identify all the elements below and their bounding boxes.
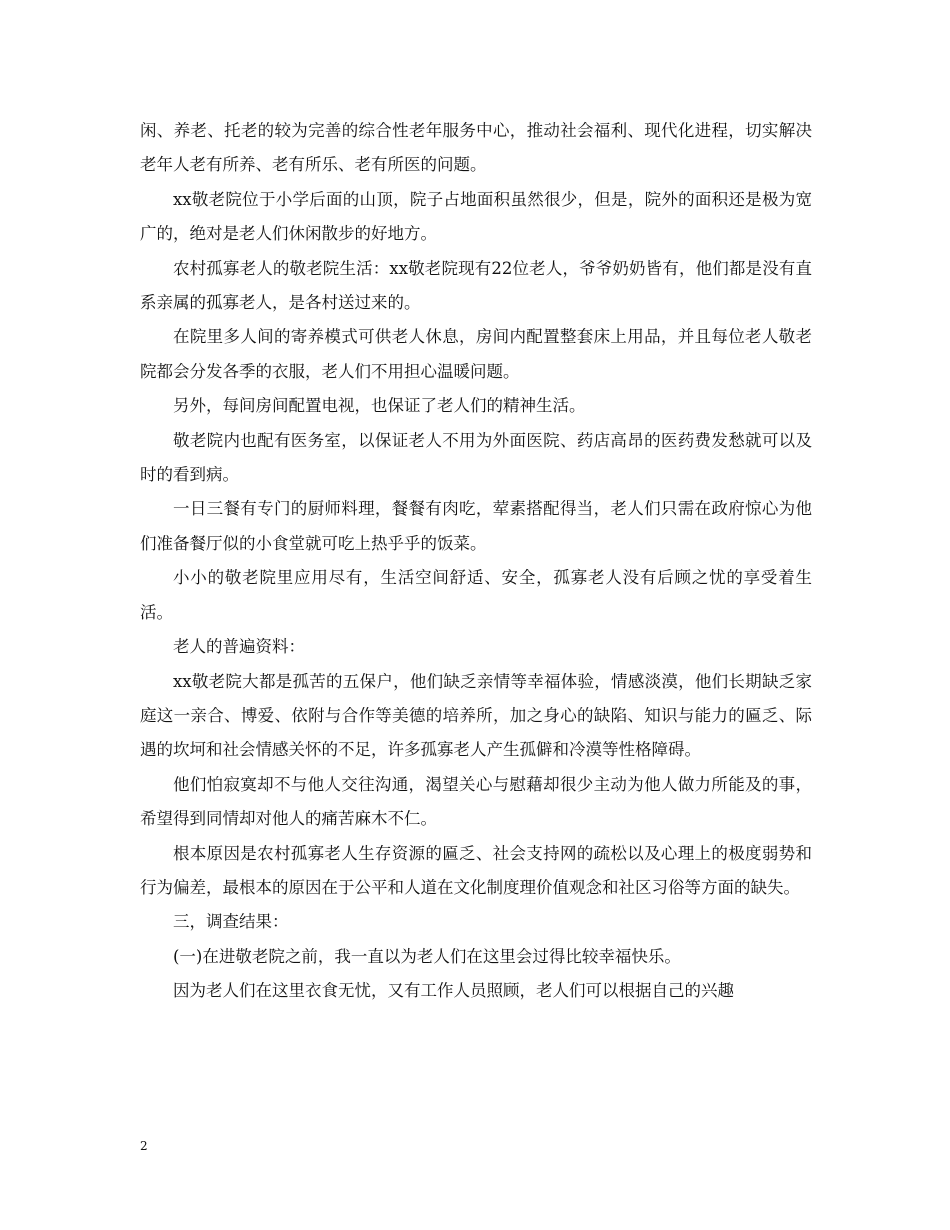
paragraph-residents: 农村孤寡老人的敬老院生活：xx敬老院现有22位老人，爷爷奶奶皆有，他们都是没有直系亲属的孤寡老人，是各村送过来的。: [140, 258, 812, 313]
paragraph-general-info-heading: 老人的普遍资料：: [173, 637, 305, 657]
paragraph-results-heading: 三，调查结果：: [173, 912, 289, 932]
paragraph-loneliness: 他们怕寂寞却不与他人交往沟通，渴望关心与慰藉却很少主动为他人做力所能及的事，希望得到同情却对他人的痛苦麻木不仁。: [140, 774, 812, 829]
paragraph-tv: 另外，每间房间配置电视，也保证了老人们的精神生活。: [173, 396, 586, 416]
paragraph-clinic: 敬老院内也配有医务室，以保证老人不用为外面医院、药店高昂的医药费发愁就可以及时的看到病。: [140, 430, 812, 485]
paragraph-location: xx敬老院位于小学后面的山顶，院子占地面积虽然很少，但是，院外的面积还是极为宽广的，绝对是老人们休闲散步的好地方。: [140, 189, 812, 244]
page-number: 2: [140, 1139, 148, 1153]
paragraph-rooms: 在院里多人间的寄养模式可供老人休息，房间内配置整套床上用品，并且每位老人敬老院都会分发各季的衣服，老人们不用担心温暖问题。: [140, 327, 812, 381]
paragraph-result-one: (一)在进敬老院之前，我一直以为老人们在这里会过得比较幸福快乐。: [173, 946, 681, 966]
document-body: [140, 114, 812, 1009]
paragraph-continuation: 闲、养老、托老的较为完善的综合性老年服务中心，推动社会福利、现代化进程，切实解决老年人老有所养、老有所乐、老有所医的问题。: [140, 121, 812, 175]
paragraph-five-guarantee: xx敬老院大都是孤苦的五保户，他们缺乏亲情等幸福体验，情感淡漠，他们长期缺乏家庭这一亲合、博爱、依附与合作等美德的培养所，加之身心的缺陷、知识与能力的匾乏、际遇的坎坷和社会情感关怀的不足，许多孤寡老人产生孤僻和冷漠等性格障碍。: [140, 671, 812, 760]
paragraph-result-reason: 因为老人们在这里衣食无忧，又有工作人员照顾，老人们可以根据自己的兴趣: [173, 981, 734, 1001]
paragraph-meals: 一日三餐有专门的厨师料理，餐餐有肉吃，荤素搭配得当，老人们只需在政府惊心为他们准备餐厅似的小食堂就可吃上热乎乎的饭菜。: [140, 499, 812, 553]
paragraph-amenities: 小小的敬老院里应用尽有，生活空间舒适、安全，孤寡老人没有后顾之忧的享受着生活。: [140, 568, 812, 622]
paragraph-root-cause: 根本原因是农村孤寡老人生存资源的匾乏、社会支持网的疏松以及心理上的极度弱势和行为偏差，最根本的原因在于公平和人道在文化制度理价值观念和社区习俗等方面的缺失。: [140, 843, 812, 897]
